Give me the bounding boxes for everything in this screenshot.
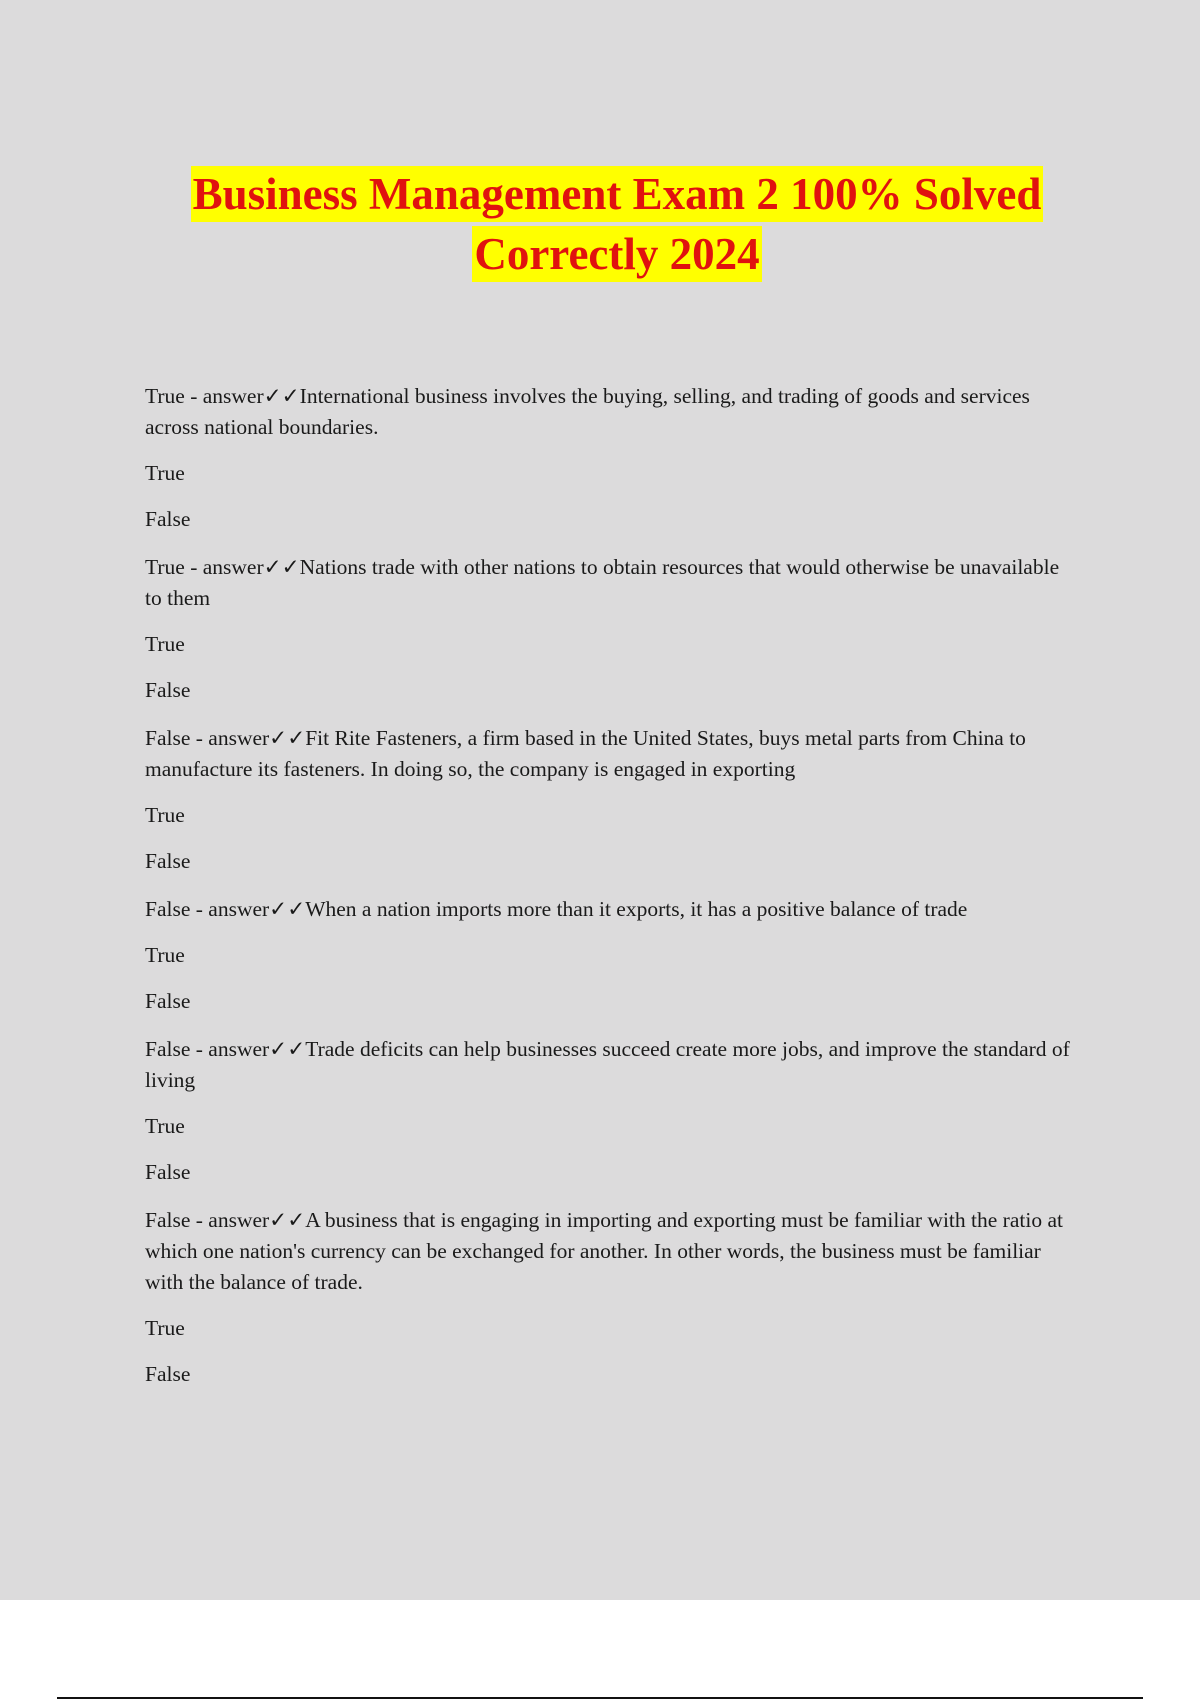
option-false: False: [145, 1160, 191, 1184]
option-true: True: [145, 1316, 185, 1340]
question-item: [145, 894, 1075, 1017]
question-text: True - answer✓✓International business involves the buying, selling, and trading of goods and services across national boundaries.: [145, 384, 1030, 439]
question-text: False - answer✓✓Trade deficits can help businesses succeed create more jobs, and improve the standard of living: [145, 1037, 1070, 1092]
option-true: True: [145, 1114, 185, 1138]
question-text: False - answer✓✓A business that is engaging in importing and exporting must be familiar with the ratio at which one nation's currency can be exchanged for another. In other words, the business must be familiar with the balance of trade.: [145, 1208, 1063, 1294]
question-text: False - answer✓✓Fit Rite Fasteners, a firm based in the United States, buys metal parts from China to manufacture its fasteners. In doing so, the company is engaged in exporting: [145, 726, 1026, 781]
option-false: False: [145, 849, 191, 873]
option-true: True: [145, 461, 185, 485]
question-text: False - answer✓✓When a nation imports more than it exports, it has a positive balance of trade: [145, 897, 968, 921]
title-line-1: Business Management Exam 2 100% Solved: [191, 166, 1044, 222]
option-false: False: [145, 989, 191, 1013]
question-item: [145, 552, 1075, 706]
question-item: [145, 723, 1075, 877]
option-false: False: [145, 507, 191, 531]
question-item: [145, 381, 1075, 535]
option-true: True: [145, 943, 185, 967]
option-true: True: [145, 632, 185, 656]
question-item: [145, 1034, 1075, 1188]
title-line-2: Correctly 2024: [472, 226, 761, 282]
option-false: False: [145, 678, 191, 702]
option-false: False: [145, 1362, 191, 1386]
question-item: [145, 1205, 1075, 1390]
page-divider: [57, 1697, 1143, 1699]
question-list: [145, 381, 1075, 1407]
question-text: True - answer✓✓Nations trade with other nations to obtain resources that would otherwise be unavailable to them: [145, 555, 1060, 610]
option-true: True: [145, 803, 185, 827]
document-title: [0, 166, 1200, 286]
